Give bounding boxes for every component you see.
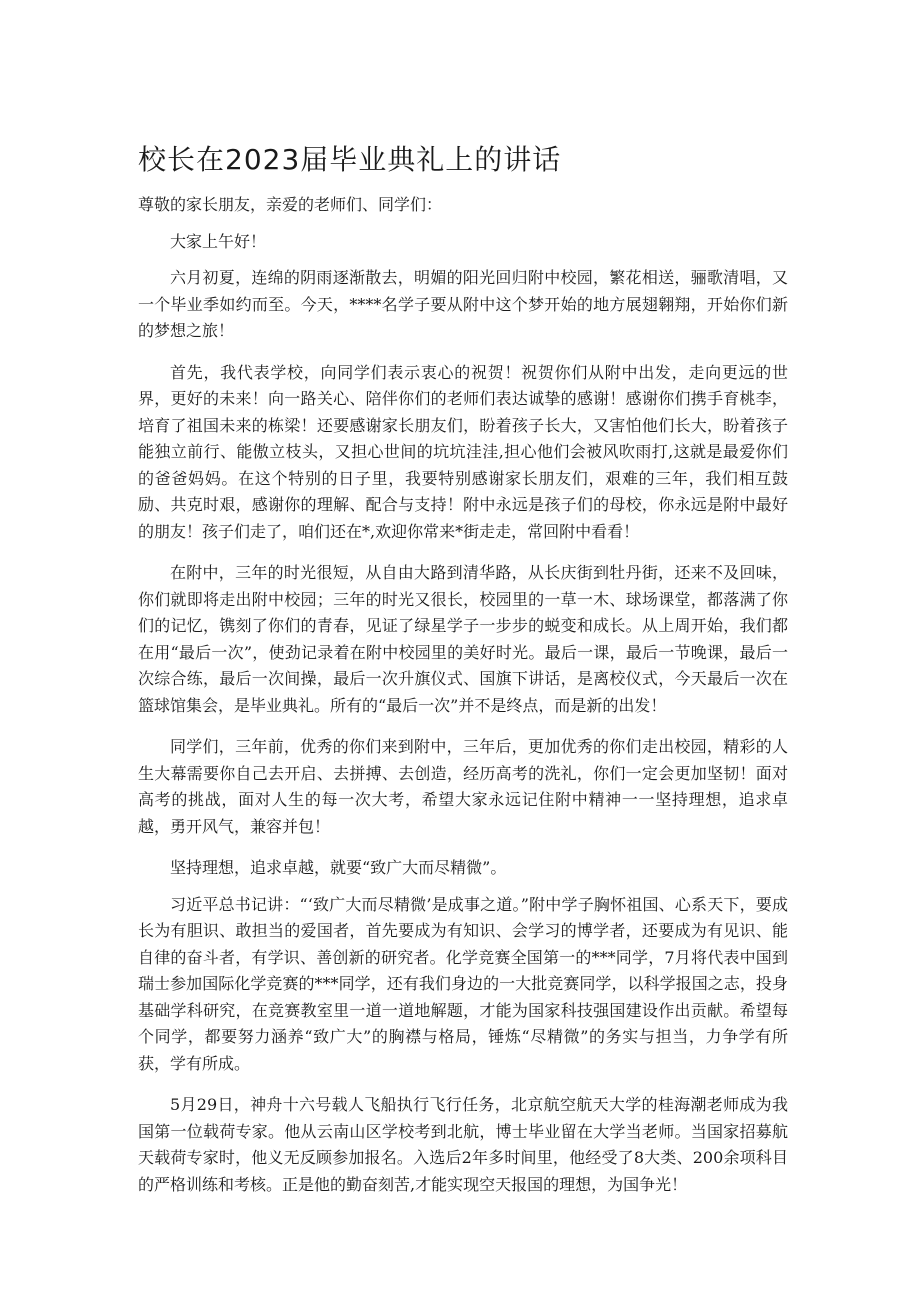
paragraph: 六月初夏，连绵的阴雨逐渐散去，明媚的阳光回归附中校园，繁花相送，骊歌清唱，又一个毕业季如约而至。今天，****名学子要从附中这个梦开始的地方展翅翱翔，开始你们新的梦想之旅！ xyxy=(138,268,788,340)
paragraph: 在附中，三年的时光很短，从自由大路到清华路，从长庆街到牡丹街，还来不及回味，你们就即将走出附中校园；三年的时光又很长，校园里的一草一木、球场课堂，都落满了你们的记忆，镌刻了你们的青春，见证了绿星学子一步步的蜕变和成长。从上周开始，我们都在用“最后一次”，使劲记录着在附中校园里的美好时光。最后一课，最后一节晚课，最后一次综合练，最后一次间操，最后一次升旗仪式、国旗下讲话，是离校仪式，今天最后一次在篮球馆集会，是毕业典礼。所有的“最后一次”并不是终点，而是新的出发！ xyxy=(138,563,788,715)
salutation: 尊敬的家长朋友，亲爱的老师们、同学们： xyxy=(138,195,443,214)
paragraph: 首先，我代表学校，向同学们表示衷心的祝贺！祝贺你们从附中出发，走向更远的世界，更好的未来！向一路关心、陪伴你们的老师们表达诚挚的感谢！感谢你们携手育桃李，培育了祖国未来的栋梁！还要感谢家长朋友们，盼着孩子长大，又害怕他们长大，盼着孩子能独立前行、能傲立枝头，又担心世间的坑坑洼洼,担心他们会被风吹雨打,这就是最爱你们的爸爸妈妈。在这个特别的日子里，我要特别感谢家长朋友们，艰难的三年，我们相互鼓励、共克时艰，感谢你的理解、配合与支持！附中永远是孩子们的母校，你永远是附中最好的朋友！孩子们走了，咱们还在*,欢迎你常来*街走走，常回附中看看！ xyxy=(138,362,788,541)
document-title: 校长在2023届毕业典礼上的讲话 xyxy=(138,143,562,176)
paragraph: 坚持理想，追求卓越，就要“致广大而尽精微”。 xyxy=(170,858,507,877)
paragraph-greeting: 大家上午好！ xyxy=(170,231,267,251)
paragraph: 同学们，三年前，优秀的你们来到附中，三年后，更加优秀的你们走出校园，精彩的人生大幕需要你自己去开启、去拼搏、去创造，经历高考的洗礼，你们一定会更加坚韧！面对高考的挑战，面对人生的每一次大考，希望大家永远记住附中精神一一坚持理想，追求卓越，勇开风气，兼容并包！ xyxy=(138,737,788,836)
paragraph: 5月29日，神舟十六号载人飞船执行飞行任务，北京航空航天大学的桂海潮老师成为我国第一位载荷专家。他从云南山区学校考到北航，博士毕业留在大学当老师。当国家招募航天载荷专家时，他义无反顾参加报名。入选后2年多时间里，他经受了8大类、200余项科目的严格训练和考核。正是他的勤奋刻苦,才能实现空天报国的理想，为国争光！ xyxy=(138,1095,788,1194)
document-body xyxy=(138,192,788,1213)
paragraph: 习近平总书记讲：“‘致广大而尽精微’是成事之道。”附中学子胸怀祖国、心系天下，要成长为有胆识、敢担当的爱国者，首先要成为有知识、会学习的博学者，还要成为有见识、能自律的奋斗者，有学识、善创新的研究者。化学竞赛全国第一的***同学，7月将代表中国到瑞士参加国际化学竞赛的***同学，还有我们身边的一大批竞赛同学，以科学报国之志，投身基础学科研究，在竞赛教室里一道一道地解题，才能为国家科技强国建设作出贡献。希望每个同学，都要努力涵养“致广大”的胸襟与格局，锤炼“尽精微”的务实与担当，力争学有所获，学有所成。 xyxy=(138,894,788,1073)
